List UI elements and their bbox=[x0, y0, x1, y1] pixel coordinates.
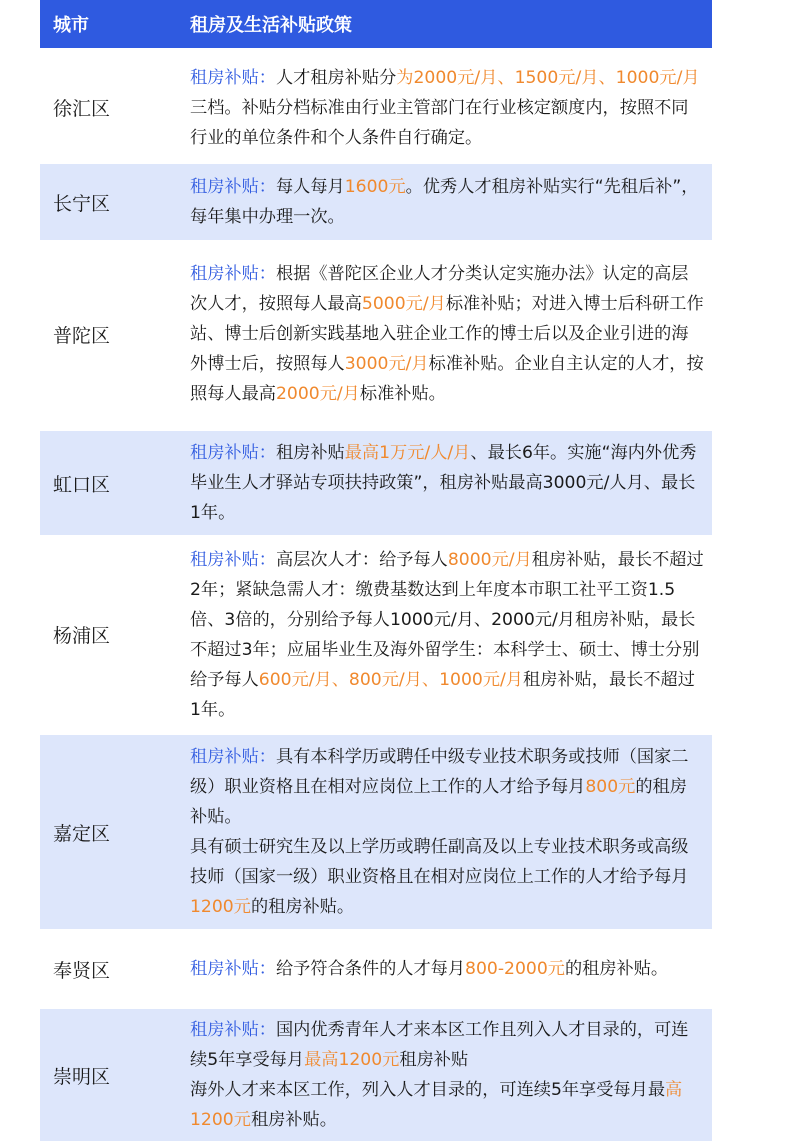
policy-text: 标准补贴；对进入博士后科研工作站、博士后创新实践基地入驻企业工作的博士后以及企业引进的海外博士后，按照每人 bbox=[190, 294, 704, 374]
row-city: 崇明区 bbox=[53, 1065, 111, 1088]
row-description bbox=[190, 63, 712, 153]
row-city: 普陀区 bbox=[53, 324, 111, 347]
row-city: 虹口区 bbox=[53, 473, 111, 496]
policy-text: 国内优秀青年人才来本区工作且列入人才目录的，可连续5年享受每月 bbox=[190, 1020, 689, 1070]
highlight-amount: 最高1万元/人/月 bbox=[344, 443, 471, 463]
highlight-amount: 为2000元/月、1500元/月、1000元/月 bbox=[396, 67, 700, 88]
policy-text: 根据《普陀区企业人才分类认定实施办法》认定的高层次人才，按照每人最高 bbox=[190, 264, 689, 314]
policy-text: 每人每月 bbox=[275, 177, 345, 197]
policy-label: 租房补贴： bbox=[190, 959, 276, 979]
table-row bbox=[40, 244, 712, 424]
row-description bbox=[190, 954, 712, 984]
description-paragraph bbox=[190, 545, 704, 725]
row-city: 杨浦区 bbox=[53, 625, 111, 647]
policy-table bbox=[40, 0, 712, 1141]
highlight-amount: 1200元 bbox=[190, 897, 251, 917]
policy-label: 租房补贴： bbox=[190, 747, 276, 767]
highlight-amount: 1600元 bbox=[344, 177, 406, 197]
row-description bbox=[190, 438, 712, 528]
policy-label: 租房补贴： bbox=[190, 443, 276, 463]
row-city: 奉贤区 bbox=[53, 959, 111, 982]
policy-text: 人才租房补贴分 bbox=[275, 67, 397, 88]
policy-text: 标准补贴。 bbox=[359, 384, 446, 404]
table-row bbox=[40, 933, 712, 1005]
table-row bbox=[40, 431, 712, 535]
policy-label: 租房补贴： bbox=[190, 177, 276, 197]
description-paragraph bbox=[190, 1075, 704, 1135]
policy-text: 的租房补贴。 bbox=[250, 897, 355, 917]
policy-text: 租房补贴，最长不超过1年。 bbox=[190, 669, 695, 720]
policy-text: 、最长6年。实施“海内外优秀毕业生人才驿站专项扶持政策”，租房补贴最高3000元/人月、最长1年。 bbox=[190, 443, 697, 523]
highlight-amount: 800-2000元 bbox=[465, 959, 565, 979]
policy-text: 给予符合条件的人才每月 bbox=[275, 959, 466, 979]
policy-label: 租房补贴： bbox=[190, 67, 276, 88]
header-city: 城市 bbox=[53, 15, 89, 36]
description-paragraph bbox=[190, 1015, 704, 1075]
highlight-amount: 8000元/月 bbox=[447, 549, 532, 570]
policy-text: 的租房补贴。 bbox=[564, 959, 669, 979]
policy-label: 租房补贴： bbox=[190, 1020, 276, 1040]
header-policy: 租房及生活补贴政策 bbox=[190, 15, 352, 36]
policy-text: 标准补贴。企业自主认定的人才，按照每人最高 bbox=[190, 354, 704, 404]
description-paragraph bbox=[190, 63, 704, 153]
row-description bbox=[190, 742, 712, 922]
policy-label: 租房补贴： bbox=[190, 549, 276, 570]
row-description bbox=[190, 259, 712, 409]
highlight-amount: 800元 bbox=[585, 777, 636, 797]
highlight-amount: 2000元/月 bbox=[275, 384, 360, 404]
row-description bbox=[190, 545, 712, 725]
highlight-amount: 最高1200元 bbox=[304, 1050, 400, 1070]
highlight-amount: 5000元/月 bbox=[361, 294, 446, 314]
policy-text: 租房补贴 bbox=[399, 1050, 469, 1070]
highlight-amount: 600元/月、800元/月、1000元/月 bbox=[258, 669, 523, 690]
highlight-amount: 3000元/月 bbox=[344, 354, 429, 374]
policy-text: 租房补贴，最长不超过2年；紧缺急需人才：缴费基数达到上年度本市职工社平工资1.5倍、3倍的，分别给予每人1000元/月、2000元/月租房补贴，最长不超过3年；应届毕业生及海外留学生：本科学士、硕士、博士分别给予每人 bbox=[190, 549, 704, 690]
policy-text: 的租房补贴。 bbox=[190, 777, 687, 827]
description-paragraph bbox=[190, 172, 704, 232]
table-row bbox=[40, 735, 712, 929]
policy-text: 三档。补贴分档标准由行业主管部门在行业核定额度内，按照不同行业的单位条件和个人条件自行确定。 bbox=[190, 97, 689, 148]
policy-text: 租房补贴。 bbox=[250, 1110, 337, 1130]
highlight-amount: 高1200元 bbox=[190, 1080, 683, 1130]
row-city: 长宁区 bbox=[53, 192, 111, 215]
table-header bbox=[40, 0, 712, 48]
table-row bbox=[40, 542, 712, 727]
description-paragraph bbox=[190, 954, 704, 984]
description-paragraph bbox=[190, 832, 704, 922]
description-paragraph bbox=[190, 742, 704, 832]
policy-text: 。优秀人才租房补贴实行“先租后补”，每年集中办理一次。 bbox=[190, 177, 699, 227]
policy-text: 具有本科学历或聘任中级专业技术职务或技师（国家二级）职业资格且在相对应岗位上工作的人才给予每月 bbox=[190, 747, 689, 797]
policy-text: 高层次人才：给予每人 bbox=[275, 549, 448, 570]
policy-label: 租房补贴： bbox=[190, 264, 276, 284]
policy-text: 具有硕士研究生及以上学历或聘任副高及以上专业技术职务或高级技师（国家一级）职业资格且在相对应岗位上工作的人才给予每月 bbox=[190, 837, 689, 887]
table-row bbox=[40, 164, 712, 240]
row-description bbox=[190, 172, 712, 232]
row-city: 嘉定区 bbox=[53, 822, 111, 845]
table-row bbox=[40, 55, 712, 160]
policy-text: 海外人才来本区工作，列入人才目录的，可连续5年享受每月最 bbox=[190, 1080, 666, 1100]
policy-text: 租房补贴 bbox=[275, 443, 345, 463]
description-paragraph bbox=[190, 259, 704, 409]
row-description bbox=[190, 1015, 712, 1135]
description-paragraph bbox=[190, 438, 704, 528]
table-row bbox=[40, 1009, 712, 1141]
row-city: 徐汇区 bbox=[53, 98, 111, 120]
